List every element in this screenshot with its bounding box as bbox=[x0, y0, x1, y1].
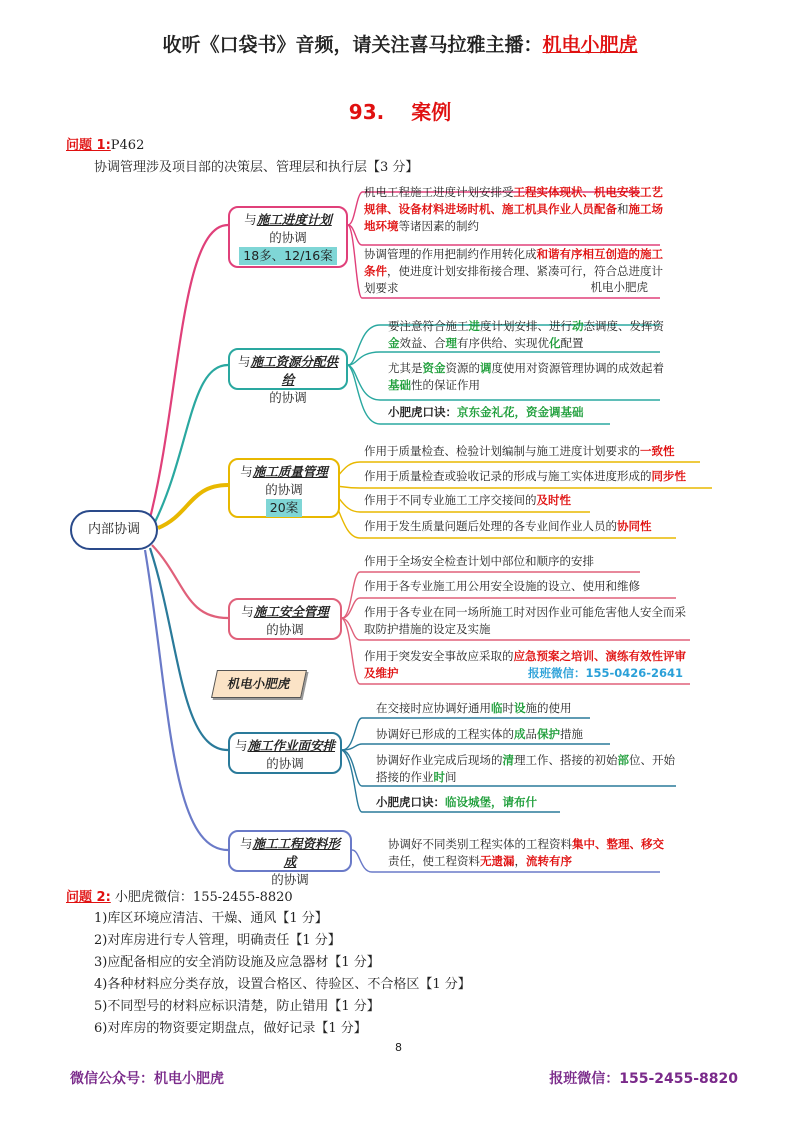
text-segment: 应急预案之培训、演练有效性评审及维护 bbox=[364, 649, 686, 680]
branch-resources-pre: 与 bbox=[237, 354, 251, 369]
text-segment: 资金 bbox=[422, 361, 446, 375]
text-segment: 协调管理的作用把制约作用转化成 bbox=[364, 247, 537, 261]
branch-documents-key: 施工工程资料形成 bbox=[252, 836, 341, 869]
answer-item: 3)应配备相应的安全消防设施及应急器材【1 分】 bbox=[94, 955, 380, 970]
text-segment: 资源的 bbox=[445, 361, 480, 375]
leaf-b4-1 bbox=[364, 553, 694, 570]
leaf-b2-2 bbox=[388, 360, 668, 394]
connector-b4 bbox=[152, 545, 228, 618]
branch-workface bbox=[228, 732, 342, 774]
text-segment: 金 bbox=[388, 336, 400, 350]
leaf-b4-2 bbox=[364, 578, 694, 595]
text-segment: 进 bbox=[468, 319, 480, 333]
text-segment: 要注意符合施工 bbox=[388, 319, 469, 333]
watermark-badge: 机电小肥虎 bbox=[211, 670, 307, 698]
text-segment: 集中、整理、移交 bbox=[572, 837, 664, 851]
text-segment: 协调好不同类别工程实体的工程资料 bbox=[388, 837, 572, 851]
text-segment: 机电工程施工进度计划安排受 bbox=[364, 185, 514, 199]
text-segment: 协调好已形成的工程实体的 bbox=[376, 727, 514, 741]
text-segment: 在交接时应协调好通用 bbox=[376, 701, 491, 715]
text-segment: 效益、合 bbox=[399, 336, 446, 350]
header-prefix: 收听《口袋书》音频，请关注喜马拉雅主播： bbox=[162, 34, 543, 56]
answer-item: 2)对库房进行专人管理，明确责任【1 分】 bbox=[94, 933, 341, 948]
leaf-b3-3 bbox=[364, 492, 724, 509]
text-segment: 作用于各专业在同一场所施工时对因作业可能危害他人安全而采取防护措施的设定及实施 bbox=[364, 605, 686, 636]
answer-item: 1)库区环境应清洁、干燥、通风【1 分】 bbox=[94, 911, 328, 926]
text-segment: 尤其是 bbox=[388, 361, 423, 375]
text-segment: 流转有序 bbox=[526, 854, 572, 868]
leaf-b4-3 bbox=[364, 604, 694, 638]
text-segment: 理工作、搭接的初始 bbox=[514, 753, 618, 767]
text-segment: 作用于突发安全事故应采取的 bbox=[364, 649, 514, 663]
text-segment: 责任，使工程资料 bbox=[388, 854, 480, 868]
branch-workface-key: 施工作业面安排 bbox=[247, 738, 336, 753]
leaf-b5-2 bbox=[376, 726, 676, 743]
text-segment: 时 bbox=[502, 701, 514, 715]
question-1-label: 问题 1: bbox=[66, 138, 111, 153]
leaf-b3-2 bbox=[364, 468, 724, 485]
answer-item: 6)对库房的物资要定期盘点，做好记录【1 分】 bbox=[94, 1021, 367, 1036]
leaf-b2-1 bbox=[388, 318, 668, 352]
leaf-b5-1 bbox=[376, 700, 676, 717]
text-segment: 化 bbox=[549, 336, 561, 350]
leaf-b3-1 bbox=[364, 443, 724, 460]
leaf-b5-3 bbox=[376, 752, 676, 786]
leaf-b2-3 bbox=[388, 404, 668, 421]
connector-b1 bbox=[150, 225, 228, 518]
branch-documents-post: 的协调 bbox=[271, 872, 309, 887]
text-segment: 施工场地环境 bbox=[364, 202, 663, 233]
text-segment: 工程实体现状、机电安装工艺规律、设备材料进场时机、施工机具作业人员配备 bbox=[364, 185, 663, 216]
branch-schedule-pre: 与 bbox=[244, 212, 257, 227]
text-segment: 设 bbox=[514, 701, 526, 715]
text-segment: 作用于不同专业施工工序交接间的 bbox=[364, 493, 537, 507]
leaf-b6-1 bbox=[388, 836, 668, 870]
connector-b5 bbox=[150, 548, 228, 750]
text-segment: 位、开始搭接的作业 bbox=[376, 753, 675, 784]
branch-quality-key: 施工质量管理 bbox=[252, 464, 328, 479]
question-1-answer: 协调管理涉及项目部的决策层、管理层和执行层【3 分】 bbox=[94, 160, 419, 175]
leaf-b5-4 bbox=[376, 794, 676, 811]
text-segment: 协同性 bbox=[617, 519, 652, 533]
mindmap-root: 内部协调 bbox=[70, 510, 158, 550]
text-segment: 度计划安排、进行 bbox=[480, 319, 572, 333]
branch-documents-pre: 与 bbox=[239, 836, 253, 851]
branch-quality-post: 的协调 bbox=[265, 482, 303, 497]
text-segment: 配置 bbox=[560, 336, 584, 350]
text-segment: 调 bbox=[480, 361, 492, 375]
text-segment: 成 bbox=[514, 727, 526, 741]
question-2-list bbox=[94, 908, 471, 1040]
text-segment: 动 bbox=[572, 319, 584, 333]
text-segment: 理 bbox=[445, 336, 457, 350]
branch-resources bbox=[228, 348, 348, 405]
text-segment: 协调好作业完成后现场的 bbox=[376, 753, 503, 767]
text-segment: 基础 bbox=[388, 378, 411, 392]
text-segment: 施的使用 bbox=[525, 701, 572, 715]
leaf-b3-4 bbox=[364, 518, 724, 535]
text-segment: 小肥虎口诀： bbox=[376, 795, 445, 809]
text-segment: 和 bbox=[617, 202, 629, 216]
text-segment: 临 bbox=[491, 701, 503, 715]
text-segment: 部 bbox=[617, 753, 629, 767]
text-segment: 度使用对资源管理协调的成效起着 bbox=[491, 361, 664, 375]
question-1-ref: P462 bbox=[110, 138, 145, 153]
branch-resources-post: 的协调 bbox=[269, 390, 307, 405]
branch-workface-post: 的协调 bbox=[266, 756, 304, 771]
text-segment: 小肥虎口诀： bbox=[388, 405, 457, 419]
branch-quality bbox=[228, 458, 340, 518]
header-name: 机电小肥虎 bbox=[542, 34, 638, 56]
question-2-note: 小肥虎微信：155-2455-8820 bbox=[114, 890, 293, 905]
page-title: 93. 案例 bbox=[348, 100, 452, 124]
text-segment: 作用于质量检查或验收记录的形成与施工实体进度形成的 bbox=[364, 469, 652, 483]
branch-schedule-tag: 18多、12/16案 bbox=[239, 247, 336, 265]
leaf-b1-2-tag: 机电小肥虎 bbox=[590, 280, 648, 294]
text-segment: 性的保证作用 bbox=[411, 378, 480, 392]
text-segment: 一致性 bbox=[640, 444, 675, 458]
text-segment: 和谐有序相互创造的施工条件 bbox=[364, 247, 663, 278]
leaf-b4-4-tag: 报班微信：155-0426-2641 bbox=[528, 666, 684, 680]
page-number: 8 bbox=[395, 1041, 402, 1054]
question-2-heading bbox=[66, 886, 293, 905]
branch-documents bbox=[228, 830, 352, 887]
branch-quality-pre: 与 bbox=[240, 464, 253, 479]
text-segment: 同步性 bbox=[651, 469, 686, 483]
leaf-b4-4 bbox=[364, 648, 694, 682]
branch-schedule-post: 的协调 bbox=[269, 230, 307, 245]
branch-schedule bbox=[228, 206, 348, 268]
text-segment: 间 bbox=[445, 770, 457, 784]
branch-workface-pre: 与 bbox=[234, 738, 248, 753]
question-2-label: 问题 2: bbox=[66, 890, 111, 905]
text-segment: 时 bbox=[433, 770, 445, 784]
footer-contact: 报班微信：155-2455-8820 bbox=[549, 1071, 738, 1087]
leaf-b1-1 bbox=[364, 184, 664, 235]
text-segment: 清 bbox=[502, 753, 514, 767]
text-segment: 作用于各专业施工用公用安全设施的设立、使用和维修 bbox=[364, 579, 640, 593]
text-segment: 作用于发生质量问题后处理的各专业间作业人员的 bbox=[364, 519, 617, 533]
text-segment: 京东金礼花，资金调基础 bbox=[457, 405, 584, 419]
text-segment: 有序供给、实现优 bbox=[457, 336, 549, 350]
text-segment: 作用于质量检查、检验计划编制与施工进度计划要求的 bbox=[364, 444, 640, 458]
text-segment: 无遗漏 bbox=[480, 854, 515, 868]
text-segment: 措施 bbox=[560, 727, 583, 741]
text-segment: 及时性 bbox=[536, 493, 571, 507]
text-segment: 作用于全场安全检查计划中部位和顺序的安排 bbox=[364, 554, 594, 568]
branch-quality-tag: 20案 bbox=[266, 499, 302, 517]
text-segment: ， bbox=[514, 854, 526, 868]
branch-resources-key: 施工资源分配供给 bbox=[250, 354, 339, 387]
branch-safety-key: 施工安全管理 bbox=[253, 604, 329, 619]
branch-safety-post: 的协调 bbox=[266, 622, 304, 637]
leaf-b1-2 bbox=[364, 246, 664, 297]
branch-schedule-key: 施工进度计划 bbox=[256, 212, 332, 227]
answer-item: 5)不同型号的材料应标识清楚，防止错用【1 分】 bbox=[94, 999, 380, 1014]
text-segment: ，使进度计划安排衔接合理、紧凑可行，符合总进度计划要求 bbox=[364, 264, 663, 295]
answer-item: 4)各种材料应分类存放，设置合格区、待验区、不合格区【1 分】 bbox=[94, 977, 471, 992]
text-segment: 态调度、发挥资 bbox=[583, 319, 664, 333]
branch-safety bbox=[228, 598, 342, 640]
text-segment: 保护 bbox=[537, 727, 560, 741]
footer-wechat-account: 微信公众号：机电小肥虎 bbox=[70, 1071, 224, 1087]
text-segment: 品 bbox=[525, 727, 537, 741]
branch-safety-pre: 与 bbox=[241, 604, 254, 619]
text-segment: 等诸因素的制约 bbox=[398, 219, 479, 233]
text-segment: 临设城堡，请布什 bbox=[445, 795, 537, 809]
